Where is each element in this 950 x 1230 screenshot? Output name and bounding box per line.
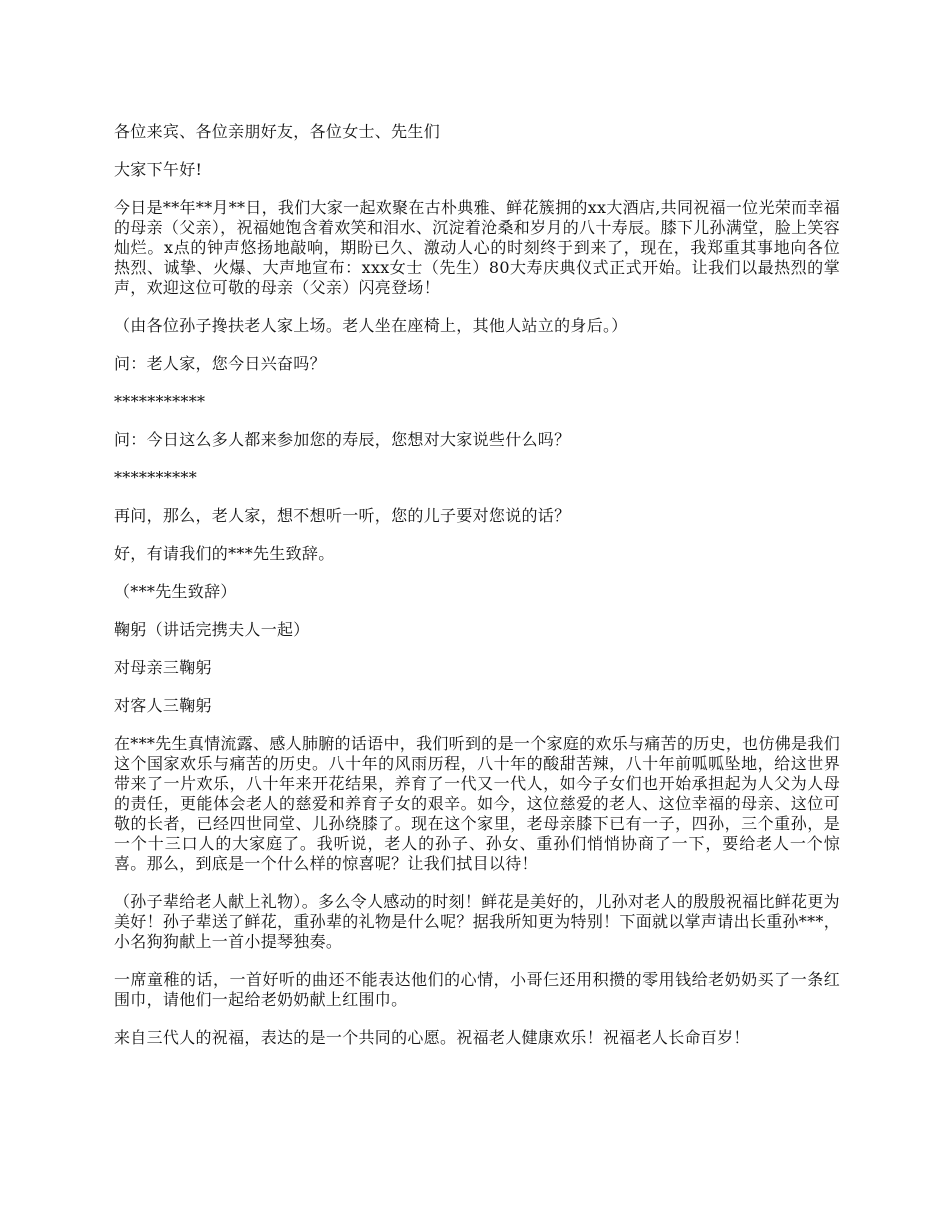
bow-direction: 鞠躬（讲话完携夫人一起） (114, 620, 310, 639)
closing-blessing: 来自三代人的祝福，表达的是一个共同的心愿。祝福老人健康欢乐！祝福老人长命百岁！ (114, 1028, 750, 1047)
invite-speech-line: 好，有请我们的***先生致辞。 (114, 544, 335, 563)
question-1: 问：老人家，您今日兴奋吗？ (114, 354, 326, 373)
opening-paragraph: 今日是**年**月**日，我们大家一起欢聚在古朴典雅、鲜花簇拥的xx大酒店,共同祝福一位光荣而幸福的母亲（父亲），祝福她饱含着欢笑和泪水、沉淀着沧桑和岁月的八十寿辰。膝下儿孙满堂，脸上笑容灿烂。x点的钟声悠扬地敲响，期盼已久、激动人心的时刻终于到来了，现在，我郑重其事地向各位热烈、诚挚、火爆、大声地宣布：xxx女士（先生）80大寿庆典仪式正式开始。让我们以最热烈的掌声，欢迎这位可敬的母亲（父亲）闪亮登场！ (114, 198, 840, 297)
answer-placeholder-2: ********** (114, 468, 197, 487)
bow-to-guests: 对客人三鞠躬 (114, 696, 212, 715)
bow-to-mother: 对母亲三鞠躬 (114, 658, 212, 677)
question-2: 问：今日这么多人都来参加您的寿辰，您想对大家说些什么吗？ (114, 430, 571, 449)
question-3: 再问，那么，老人家，想不想听一听，您的儿子要对您说的话？ (114, 506, 571, 525)
greeting-line: 各位来宾、各位亲朋好友，各位女士、先生们 (114, 122, 441, 141)
good-afternoon-line: 大家下午好! (114, 160, 203, 179)
red-scarf-paragraph: 一席童稚的话，一首好听的曲还不能表达他们的心情，小哥仨还用积攒的零用钱给老奶奶买了一条红围巾，请他们一起给老奶奶献上红围巾。 (114, 970, 840, 1009)
answer-placeholder-1: *********** (114, 392, 206, 411)
family-history-paragraph: 在***先生真情流露、感人肺腑的话语中，我们听到的是一个家庭的欢乐与痛苦的历史，也仿佛是我们这个国家欢乐与痛苦的历史。八十年的风雨历程，八十年的酸甜苦辣，八十年前呱呱坠地，给这世界带来了一片欢乐，八十年来开花结果，养育了一代又一代人，如今子女们也开始承担起为人父为人母的责任，更能体会老人的慈爱和养育子女的艰辛。如今，这位慈爱的老人、这位幸福的母亲、这位可敬的长者，已经四世同堂、儿孙绕膝了。现在这个家里，老母亲膝下已有一子，四孙，三个重孙，是一个十三口人的大家庭了。我听说，老人的孙子、孙女、重孙们悄悄协商了一下，要给老人一个惊喜。那么，到底是一个什么样的惊喜呢？让我们拭目以待！ (114, 734, 840, 873)
speech-direction: （***先生致辞） (114, 582, 237, 601)
stage-direction: （由各位孙子搀扶老人家上场。老人坐在座椅上，其他人站立的身后。） (114, 316, 628, 335)
document-body (114, 122, 840, 1066)
gift-paragraph: （孙子辈给老人献上礼物）。多么令人感动的时刻！鲜花是美好的，儿孙对老人的殷殷祝福比鲜花更为美好！孙子辈送了鲜花，重孙辈的礼物是什么呢？据我所知更为特别！下面就以掌声请出长重孙***，小名狗狗献上一首小提琴独奏。 (114, 892, 840, 951)
